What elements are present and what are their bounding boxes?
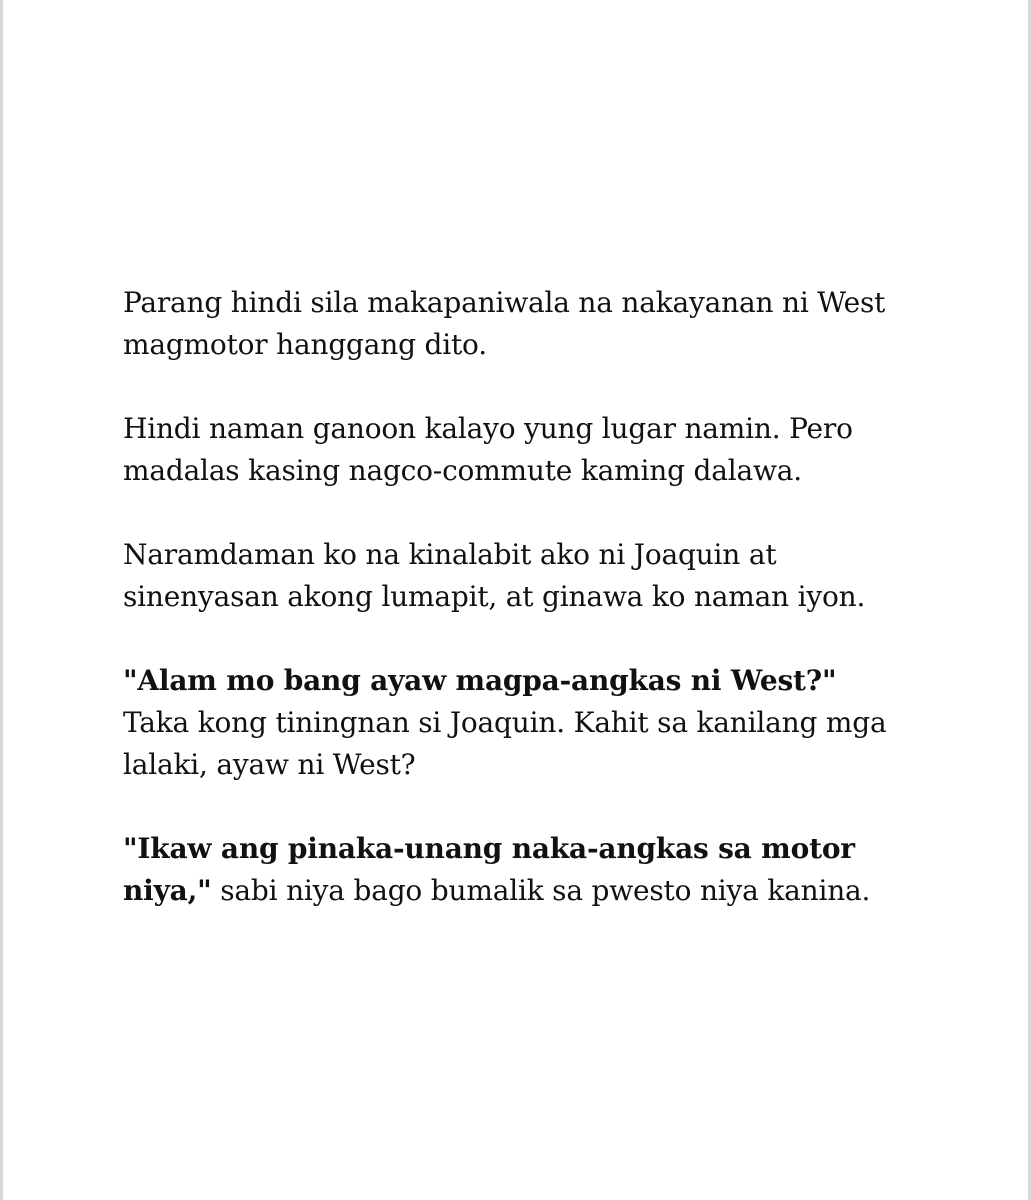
paragraph-3: Naramdaman ko na kinalabit ako ni Joaquin at sinenyasan akong lumapit, at ginawa ko naman iyon. xyxy=(123,538,866,613)
narration: Taka kong tiningnan si Joaquin. Kahit sa kanilang mga lalaki, ayaw ni West? xyxy=(123,706,887,781)
dialogue-quote: "Ikaw ang pinaka-unang naka-angkas sa motor niya," xyxy=(123,832,855,907)
paragraph-1: Parang hindi sila makapaniwala na nakayanan ni West magmotor hanggang dito. xyxy=(123,286,886,361)
story-text xyxy=(123,282,923,912)
narration: sabi niya bago bumalik sa pwesto niya kanina. xyxy=(211,874,871,907)
paragraph-4 xyxy=(123,660,923,786)
paragraph-5 xyxy=(123,828,923,912)
dialogue-quote: "Alam mo bang ayaw magpa-angkas ni West?" xyxy=(123,664,837,697)
page-edge-left xyxy=(0,0,3,1200)
paragraph-2: Hindi naman ganoon kalayo yung lugar namin. Pero madalas kasing nagco-commute kaming dalawa. xyxy=(123,412,853,487)
